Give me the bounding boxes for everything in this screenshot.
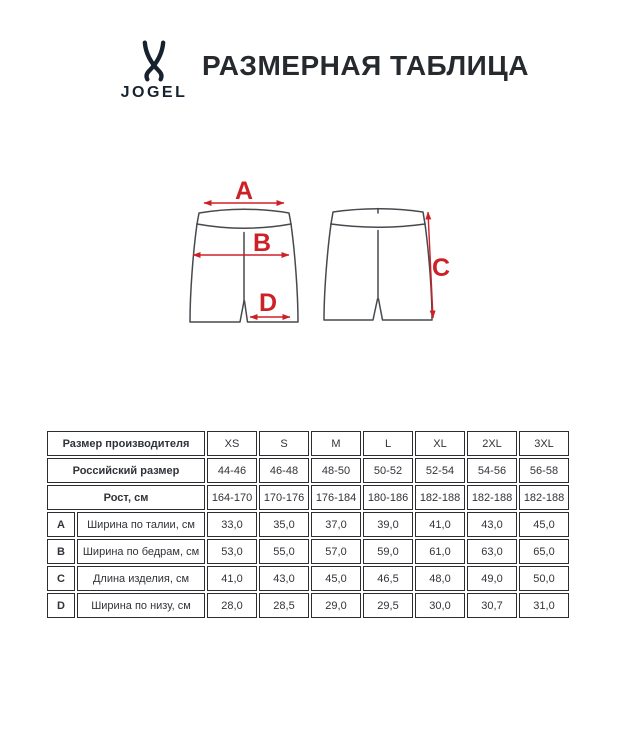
table-row-measure-c (47, 566, 569, 591)
brand-logo (116, 40, 192, 102)
shorts-front-outline (190, 209, 298, 322)
page-title: РАЗМЕРНАЯ ТАБЛИЦА (202, 50, 529, 81)
measure-letter: B (47, 539, 75, 564)
brand-wordmark: JOGEL (120, 84, 188, 101)
measure-label: Ширина по бедрам, см (77, 539, 205, 564)
measure-letter: A (47, 512, 75, 537)
row-label: Рост, см (47, 485, 205, 510)
size-cell: 3XL (519, 431, 569, 456)
value-cell: 41,0 (207, 566, 257, 591)
value-cell: 55,0 (259, 539, 309, 564)
size-cell: 2XL (467, 431, 517, 456)
measure-letter: C (47, 566, 75, 591)
value-cell: 65,0 (519, 539, 569, 564)
value-cell: 45,0 (519, 512, 569, 537)
value-cell: 29,5 (363, 593, 413, 618)
dimension-label-d: D (258, 289, 278, 317)
size-table-container (45, 429, 571, 620)
size-cell: 176-184 (311, 485, 361, 510)
value-cell: 37,0 (311, 512, 361, 537)
measure-label: Длина изделия, см (77, 566, 205, 591)
value-cell: 35,0 (259, 512, 309, 537)
value-cell: 63,0 (467, 539, 517, 564)
table-row-manufacturer-size (47, 431, 569, 456)
size-cell: 54-56 (467, 458, 517, 483)
measure-letter: D (47, 593, 75, 618)
size-cell: 164-170 (207, 485, 257, 510)
size-cell: XL (415, 431, 465, 456)
size-cell: 44-46 (207, 458, 257, 483)
size-cell: 182-188 (415, 485, 465, 510)
value-cell: 33,0 (207, 512, 257, 537)
value-cell: 29,0 (311, 593, 361, 618)
value-cell: 49,0 (467, 566, 517, 591)
value-cell: 46,5 (363, 566, 413, 591)
row-label: Размер производителя (47, 431, 205, 456)
value-cell: 43,0 (467, 512, 517, 537)
row-label: Российский размер (47, 458, 205, 483)
size-cell: M (311, 431, 361, 456)
shorts-measurement-diagram (170, 175, 460, 343)
size-cell: 48-50 (311, 458, 361, 483)
table-row-measure-b (47, 539, 569, 564)
shorts-back-outline (324, 209, 432, 321)
size-cell: 56-58 (519, 458, 569, 483)
size-cell: 170-176 (259, 485, 309, 510)
size-cell: 180-186 (363, 485, 413, 510)
table-row-height (47, 485, 569, 510)
value-cell: 28,5 (259, 593, 309, 618)
value-cell: 31,0 (519, 593, 569, 618)
size-table (45, 429, 571, 620)
jogel-logo-icon (134, 40, 174, 82)
value-cell: 28,0 (207, 593, 257, 618)
value-cell: 30,7 (467, 593, 517, 618)
value-cell: 39,0 (363, 512, 413, 537)
size-cell: 182-188 (519, 485, 569, 510)
measure-label: Ширина по низу, см (77, 593, 205, 618)
table-row-measure-d (47, 593, 569, 618)
size-cell: L (363, 431, 413, 456)
size-cell: 46-48 (259, 458, 309, 483)
size-cell: 182-188 (467, 485, 517, 510)
dimension-label-a: A (234, 177, 254, 205)
value-cell: 50,0 (519, 566, 569, 591)
dimension-label-b: B (252, 229, 272, 257)
value-cell: 48,0 (415, 566, 465, 591)
measure-label: Ширина по талии, см (77, 512, 205, 537)
value-cell: 59,0 (363, 539, 413, 564)
value-cell: 43,0 (259, 566, 309, 591)
size-cell: XS (207, 431, 257, 456)
dimension-label-c: C (431, 254, 451, 282)
value-cell: 41,0 (415, 512, 465, 537)
size-cell: 52-54 (415, 458, 465, 483)
size-cell: 50-52 (363, 458, 413, 483)
value-cell: 45,0 (311, 566, 361, 591)
value-cell: 30,0 (415, 593, 465, 618)
table-row-measure-a (47, 512, 569, 537)
table-row-russian-size (47, 458, 569, 483)
value-cell: 57,0 (311, 539, 361, 564)
value-cell: 61,0 (415, 539, 465, 564)
size-cell: S (259, 431, 309, 456)
value-cell: 53,0 (207, 539, 257, 564)
